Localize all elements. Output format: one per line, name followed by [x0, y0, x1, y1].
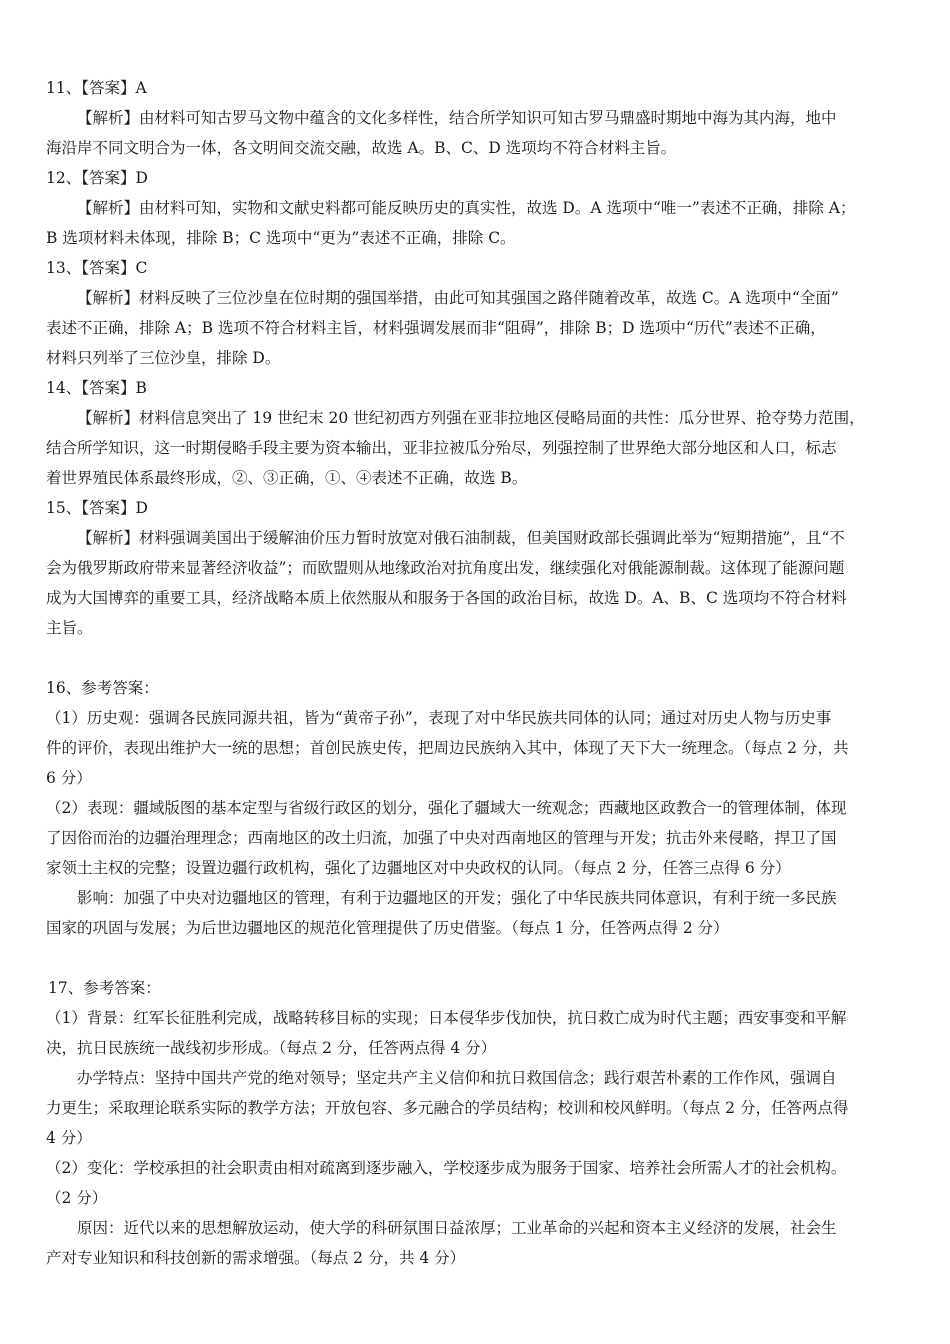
q11-answer: 11、【答案】A	[46, 79, 147, 97]
q13-analysis-line: 表述不正确，排除 A；B 选项不符合材料主旨，材料强调发展而非“阻碍”，排除 B；D 选项中“历代”表述不正确，	[46, 319, 826, 337]
q16-part1-line: 6 分）	[46, 769, 92, 787]
q13-analysis-line: 【解析】材料反映了三位沙皇在位时期的强国举措，由此可知其强国之路伴随着改革，故选 C。A 选项中“全面”	[77, 289, 839, 307]
section-spacer	[46, 643, 904, 673]
answer-document	[46, 73, 904, 1273]
q15-analysis-line: 会为俄罗斯政府带来显著经济收益”；而欧盟则从地缘政治对抗角度出发，继续强化对俄能源制裁。这体现了能源问题	[46, 559, 845, 577]
q12-analysis-line: B 选项材料未体现，排除 B；C 选项中“更为”表述不正确，排除 C。	[46, 229, 516, 247]
q17-reasons-line: 产对专业知识和科技创新的需求增强。（每点 2 分，共 4 分）	[46, 1249, 466, 1267]
q17-features-line: 办学特点：坚持中国共产党的绝对领导；坚定共产主义信仰和抗日救国信念；践行艰苦朴素的工作作风，强调自	[77, 1069, 837, 1087]
q15-analysis-line: 主旨。	[46, 619, 93, 637]
q17-part2-line: （2）变化：学校承担的社会职责由相对疏离到逐步融入，学校逐步成为服务于国家、培养社会所需人才的社会机构。	[46, 1159, 847, 1177]
q16-heading: 16、参考答案：	[46, 679, 159, 697]
q14-answer: 14、【答案】B	[46, 379, 147, 397]
q17-features-line: 4 分）	[46, 1129, 92, 1147]
q14-analysis-line: 【解析】材料信息突出了 19 世纪末 20 世纪初西方列强在亚非拉地区侵略局面的共性：瓜分世界、抢夺势力范围，	[77, 409, 865, 427]
q11-analysis-line: 海沿岸不同文明合为一体，各文明间交流交融，故选 A。B、C、D 选项均不符合材料主旨。	[46, 139, 677, 157]
q11-analysis-line: 【解析】由材料可知古罗马文物中蕴含的文化多样性，结合所学知识可知古罗马鼎盛时期地中海为其内海，地中	[77, 109, 837, 127]
q12-analysis-line: 【解析】由材料可知，实物和文献史料都可能反映历史的真实性，故选 D。A 选项中“唯一”表述不正确，排除 A；	[77, 199, 856, 217]
q17-reasons-line: 原因：近代以来的思想解放运动，使大学的科研氛围日益浓厚；工业革命的兴起和资本主义经济的发展，社会生	[77, 1219, 837, 1237]
q17-part1-line: 决，抗日民族统一战线初步形成。（每点 2 分，任答两点得 4 分）	[46, 1039, 497, 1057]
q16-part2-line: （2）表现：疆域版图的基本定型与省级行政区的划分，强化了疆域大一统观念；西藏地区政教合一的管理体制，体现	[46, 799, 847, 817]
q15-answer: 15、【答案】D	[46, 499, 148, 517]
q16-impact-line: 国家的巩固与发展；为后世边疆地区的规范化管理提供了历史借鉴。（每点 1 分，任答两点得 2 分）	[46, 919, 729, 937]
q12-answer: 12、【答案】D	[46, 169, 148, 187]
q17-heading: 17、参考答案：	[48, 979, 161, 997]
q13-analysis-line: 材料只列举了三位沙皇，排除 D。	[46, 349, 281, 367]
q16-part2-line: 家领土主权的完整；设置边疆行政机构，强化了边疆地区对中央政权的认同。（每点 2 分，任答三点得 6 分）	[46, 859, 791, 877]
q15-analysis-line: 【解析】材料强调美国出于缓解油价压力暂时放宽对俄石油制裁，但美国财政部长强调此举为“短期措施”，且“不	[77, 529, 845, 547]
q17-features-line: 力更生；采取理论联系实际的教学方法；开放包容、多元融合的学员结构；校训和校风鲜明。（每点 2 分，任答两点得	[46, 1099, 849, 1117]
q16-impact-line: 影响：加强了中央对边疆地区的管理，有利于边疆地区的开发；强化了中华民族共同体意识，有利于统一多民族	[77, 889, 837, 907]
q14-analysis-line: 着世界殖民体系最终形成，②、③正确，①、④表述不正确，故选 B。	[46, 469, 528, 487]
q16-part2-line: 了因俗而治的边疆治理理念；西南地区的改土归流，加强了中央对西南地区的管理与开发；抗击外来侵略，捍卫了国	[46, 829, 837, 847]
q16-part1-line: 件的评价，表现出维护大一统的思想；首创民族史传，把周边民族纳入其中，体现了天下大一统理念。（每点 2 分，共	[46, 739, 849, 757]
q13-answer: 13、【答案】C	[46, 259, 148, 277]
q15-analysis-line: 成为大国博弈的重要工具，经济战略本质上依然服从和服务于各国的政治目标，故选 D。A、B、C 选项均不符合材料	[46, 589, 847, 607]
q17-part1-line: （1）背景：红军长征胜利完成，战略转移目标的实现；日本侵华步伐加快，抗日救亡成为时代主题；西安事变和平解	[46, 1009, 847, 1027]
q16-part1-line: （1）历史观：强调各民族同源共祖，皆为“黄帝子孙”，表现了对中华民族共同体的认同；通过对历史人物与历史事	[46, 709, 832, 727]
q14-analysis-line: 结合所学知识，这一时期侵略手段主要为资本输出，亚非拉被瓜分殆尽，列强控制了世界绝大部分地区和人口，标志	[46, 439, 837, 457]
section-spacer	[46, 943, 904, 973]
q17-part2-line: （2 分）	[46, 1189, 108, 1207]
